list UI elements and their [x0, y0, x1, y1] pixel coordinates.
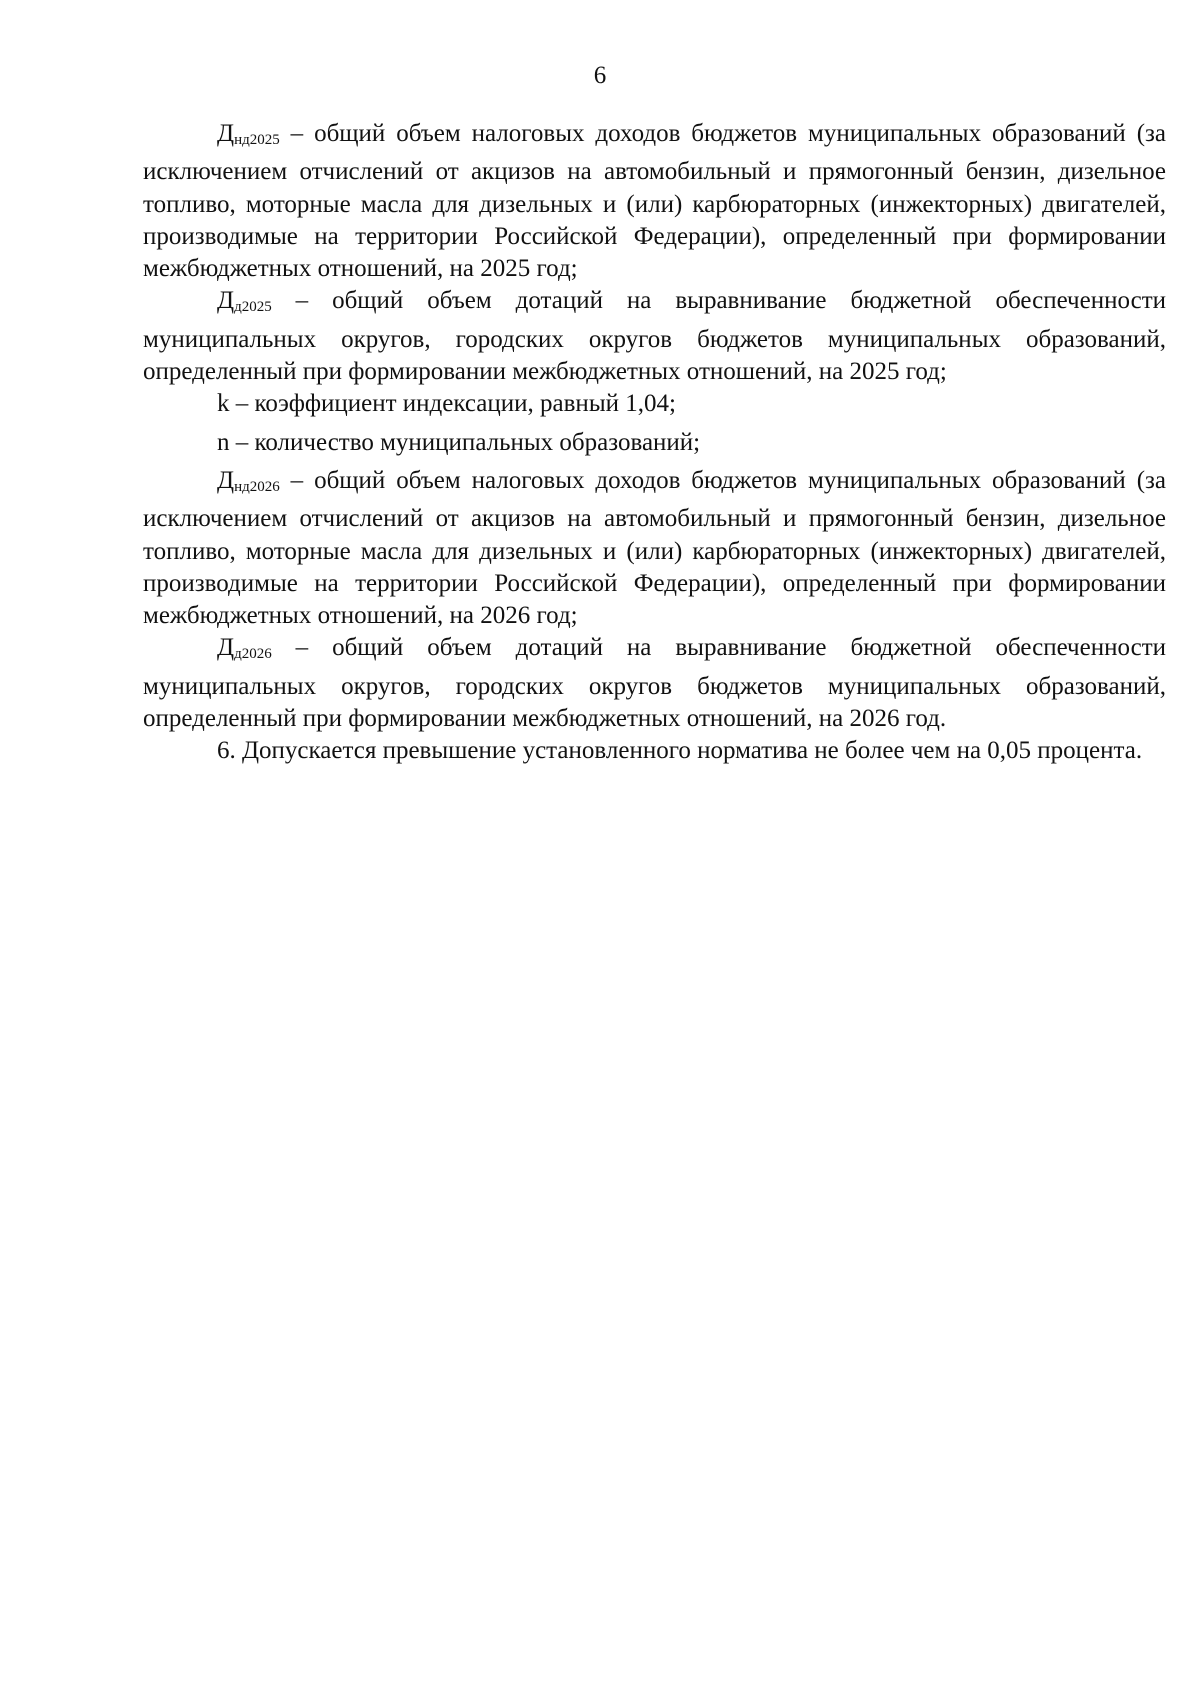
definition-index-coefficient	[143, 388, 1166, 426]
variable-symbol: n	[217, 428, 230, 456]
page-number: 6	[593, 62, 607, 89]
variable-symbol: Д	[217, 634, 235, 662]
definition-text: – количество муниципальных образований;	[229, 428, 701, 456]
definition-text: – общий объем налоговых доходов бюджетов муниципальных образований (за исключением отчислений от акцизов на автомобильный и прямогонный бензин, дизельное топливо, моторные масла для дизельных и (или) карбюраторных (инжекторных) двигателей, производимые на территории Российской Федерации), определенный при формировании межбюджетных отношений, на 2026 год;	[143, 466, 1166, 630]
document-body	[143, 118, 1166, 768]
definition-tax-revenue-2026	[143, 465, 1166, 632]
variable-subscript: нд2025	[234, 132, 280, 148]
variable-symbol: Д	[217, 466, 235, 494]
definition-subsidies-2026	[143, 632, 1166, 735]
definition-text: – общий объем налоговых доходов бюджетов муниципальных образований (за исключением отчислений от акцизов на автомобильный и прямогонный бензин, дизельное топливо, моторные масла для дизельных и (или) карбюраторных (инжекторных) двигателей, производимые на территории Российской Федерации), определенный при формировании межбюджетных отношений, на 2025 год;	[143, 120, 1166, 283]
variable-subscript: нд2026	[234, 478, 280, 495]
definition-municipality-count	[143, 427, 1166, 465]
definition-subsidies-2025	[143, 285, 1166, 388]
variable-symbol: Д	[217, 120, 235, 147]
variable-symbol: Д	[217, 287, 235, 315]
definition-text: – общий объем дотаций на выравнивание бюджетной обеспеченности муниципальных округов, городских округов бюджетов муниципальных образований, определенный при формировании межбюджетных отношений, на 2025 год;	[143, 287, 1166, 386]
variable-symbol: k	[217, 390, 230, 418]
definition-text: – коэффициент индексации, равный 1,04;	[229, 390, 676, 418]
definition-tax-revenue-2025	[143, 118, 1166, 285]
clause-6: 6. Допускается превышение установленного норматива не более чем на 0,05 процента.	[217, 737, 1143, 765]
variable-subscript: д2025	[234, 299, 272, 316]
variable-subscript: д2026	[234, 646, 272, 663]
definition-text: – общий объем дотаций на выравнивание бюджетной обеспеченности муниципальных округов, городских округов бюджетов муниципальных образований, определенный при формировании межбюджетных отношений, на 2026 год.	[143, 634, 1166, 733]
